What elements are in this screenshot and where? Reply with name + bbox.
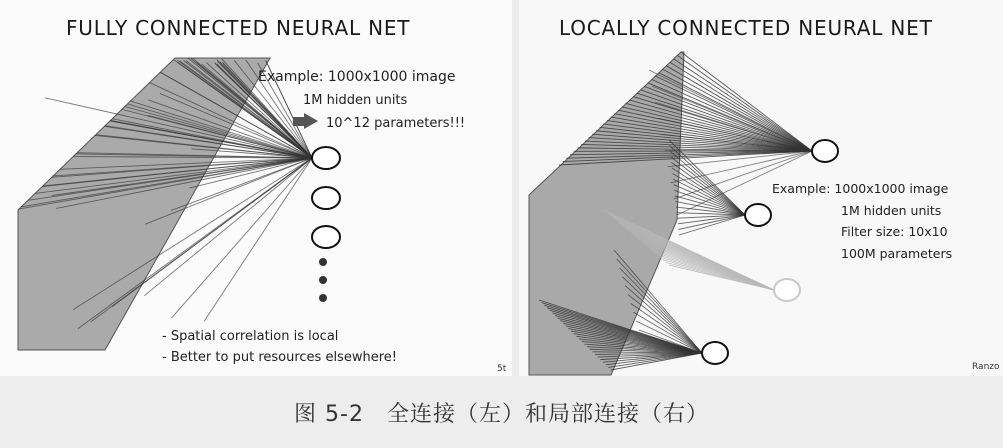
figure-caption: 图 5-2 全连接（左）和局部连接（右） — [294, 402, 709, 427]
left-example-line-1: Example: 1000x1000 image — [258, 69, 456, 85]
right-example-line-4: 100M parameters — [841, 246, 953, 261]
connection-line — [674, 59, 812, 151]
fully-connected-panel — [0, 0, 512, 376]
hidden-unit-2 — [312, 187, 340, 209]
left-bullet-1: - Spatial correlation is local — [162, 329, 339, 344]
hidden-unit-1 — [312, 147, 340, 169]
ellipsis-dot-1 — [319, 258, 327, 266]
local-hidden-unit-2 — [745, 204, 771, 226]
locally-connected-panel — [519, 0, 1003, 376]
left-example-line-2: 1M hidden units — [303, 93, 408, 108]
left-corner-mark: 5t — [497, 364, 507, 374]
hidden-unit-3 — [312, 226, 340, 248]
fully-connected-title: FULLY CONNECTED NEURAL NET — [66, 16, 411, 40]
right-example-line-1: Example: 1000x1000 image — [772, 181, 949, 196]
local-hidden-unit-4 — [702, 342, 728, 364]
right-example-line-3: Filter size: 10x10 — [841, 224, 948, 239]
fully-connected-diagram — [0, 0, 512, 376]
ellipsis-dot-2 — [319, 276, 327, 284]
connection-line — [204, 158, 312, 321]
local-hidden-unit-3-faded — [774, 279, 800, 301]
right-credit: Ranzo — [972, 362, 1000, 372]
left-bullet-2: - Better to put resources elsewhere! — [162, 350, 397, 365]
connection-line — [666, 66, 812, 151]
local-hidden-unit-1 — [812, 140, 838, 162]
locally-connected-title: LOCALLY CONNECTED NEURAL NET — [559, 16, 933, 40]
ellipsis-dot-3 — [319, 294, 327, 302]
right-example-line-2: 1M hidden units — [841, 203, 942, 218]
connection-line — [671, 157, 745, 215]
left-example-line-3: 10^12 parameters!!! — [326, 116, 466, 131]
